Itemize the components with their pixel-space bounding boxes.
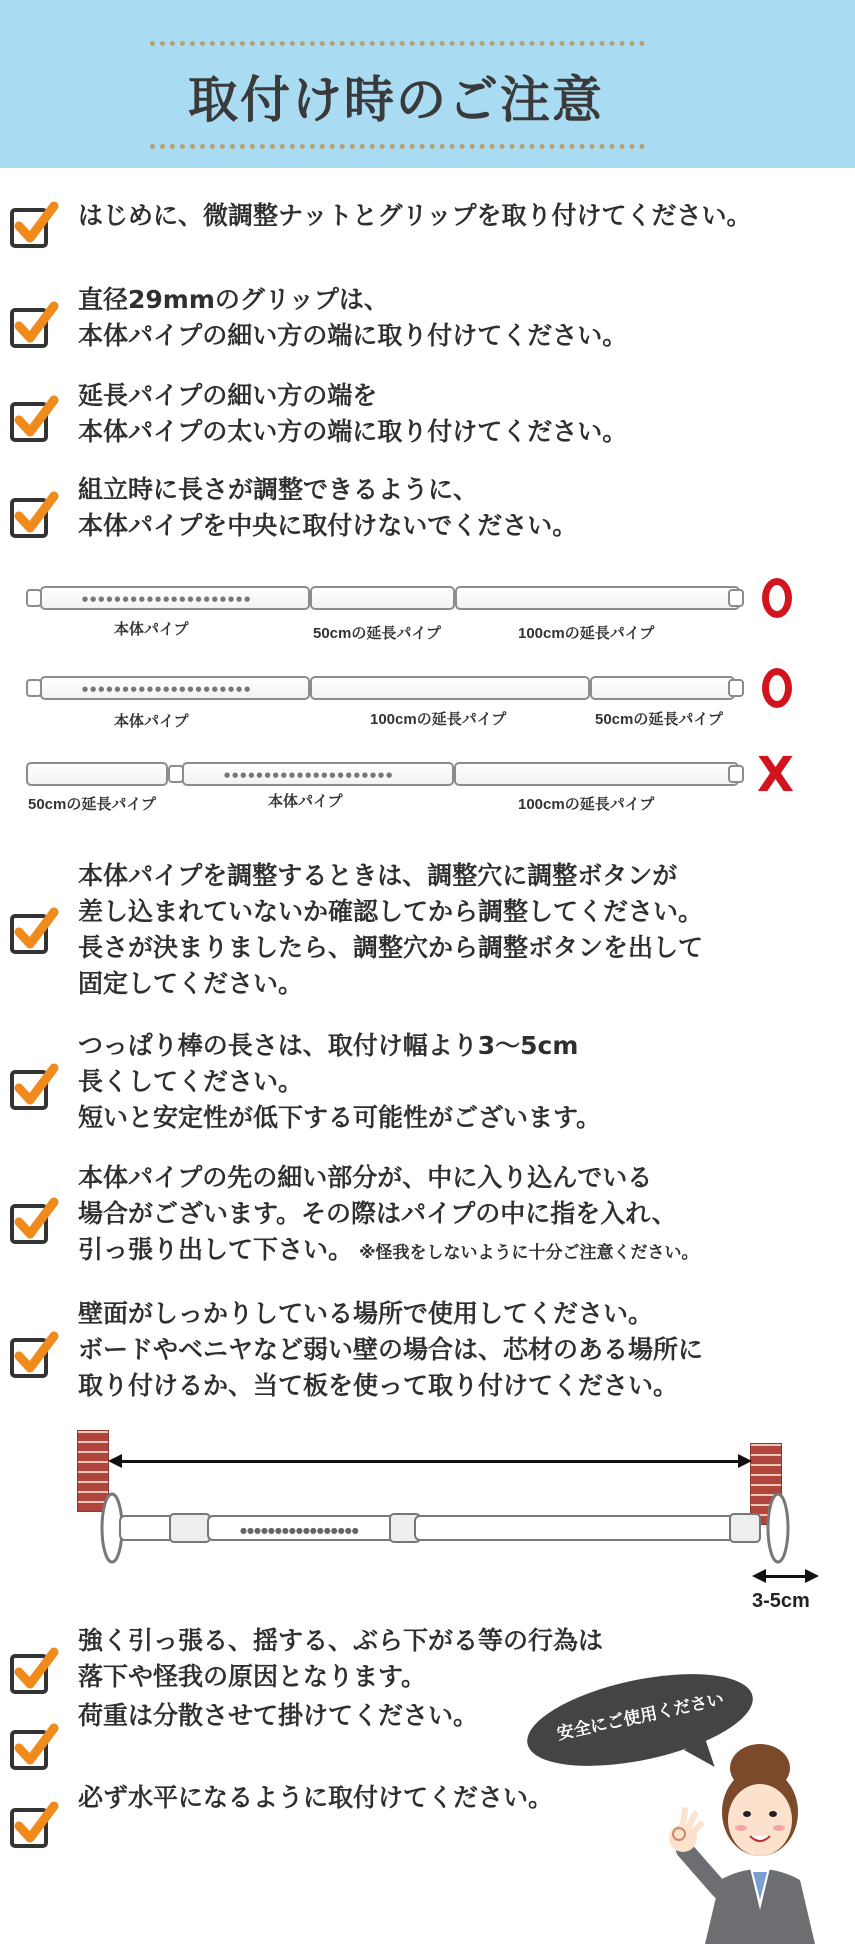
pipe-ext-100 bbox=[454, 762, 739, 786]
pipe-order-diagram bbox=[0, 565, 855, 825]
instruction-item bbox=[78, 282, 627, 354]
page-title: 取付け時のご注意 bbox=[188, 71, 604, 129]
checkbox-checked-icon bbox=[8, 200, 60, 252]
instruction-item bbox=[78, 1028, 601, 1136]
instruction-line: 強く引っ張る、揺する、ぶら下がる等の行為は bbox=[78, 1626, 604, 1655]
pipe-body: ●●●●●●●●●●●●●●●●●●●●● bbox=[182, 762, 454, 786]
pipe-cap bbox=[728, 679, 744, 697]
pipe-body: ●●●●●●●●●●●●●●●●●●●●● bbox=[40, 586, 310, 610]
arrow-left-icon bbox=[752, 1569, 766, 1583]
instruction-line: 組立時に長さが調整できるように、 bbox=[78, 475, 479, 504]
pipe-label: 本体パイプ bbox=[114, 713, 189, 730]
pipe-label: 50cmの延長パイプ bbox=[595, 711, 723, 728]
instruction-line bbox=[78, 1232, 699, 1271]
speech-bubble-text: 安全にご使用ください bbox=[555, 1689, 726, 1745]
instruction-line: 場合がございます。その際はパイプの中に指を入れ、 bbox=[78, 1199, 677, 1228]
checkbox-checked-icon bbox=[8, 1800, 60, 1852]
instruction-item bbox=[78, 858, 703, 1002]
instruction-line: 本体パイプを中央に取付けないでください。 bbox=[78, 511, 578, 540]
instruction-line: 長くしてください。 bbox=[78, 1067, 304, 1096]
instruction-item bbox=[78, 472, 577, 544]
instruction-line: 壁面がしっかりしている場所で使用してください。 bbox=[78, 1299, 654, 1328]
header-dots-bottom bbox=[150, 144, 645, 149]
instruction-line-text: 引っ張り出して下さい。 bbox=[78, 1235, 354, 1264]
instruction-line: ボードやベニヤなど弱い壁の場合は、芯材のある場所に bbox=[78, 1335, 704, 1364]
pipe-label: 本体パイプ bbox=[114, 621, 189, 638]
width-measure-line bbox=[120, 1460, 740, 1463]
pipe-label: 50cmの延長パイプ bbox=[28, 796, 156, 813]
instruction-item bbox=[78, 198, 752, 234]
pipe-label: 50cmの延長パイプ bbox=[313, 625, 441, 642]
checkbox-checked-icon bbox=[8, 906, 60, 958]
header-dots-top bbox=[150, 41, 645, 46]
instruction-item bbox=[78, 1780, 553, 1816]
pipe-row-3 bbox=[0, 747, 855, 845]
arrow-left-icon bbox=[108, 1454, 122, 1468]
instruction-line: 長さが決まりましたら、調整穴から調整ボタンを出して bbox=[78, 933, 704, 962]
gap-measure-line bbox=[760, 1575, 810, 1578]
instruction-line: はじめに、微調整ナットとグリップを取り付けてください。 bbox=[78, 201, 752, 230]
pipe-label: 100cmの延長パイプ bbox=[370, 711, 507, 728]
instruction-line: 差し込まれていないか確認してから調整してください。 bbox=[78, 897, 704, 926]
checkbox-checked-icon bbox=[8, 394, 60, 446]
ok-mark-icon bbox=[762, 578, 792, 618]
instruction-line: 取り付けるか、当て板を使って取り付けてください。 bbox=[78, 1371, 679, 1400]
pipe-row-1 bbox=[0, 575, 855, 665]
header-banner bbox=[0, 0, 855, 168]
pipe-row-2 bbox=[0, 668, 855, 758]
staff-woman-illustration bbox=[665, 1740, 825, 1944]
pipe-ext-50 bbox=[310, 586, 455, 610]
pipe-cap bbox=[728, 765, 744, 783]
instruction-line: 固定してください。 bbox=[78, 969, 304, 998]
pipe-label: 本体パイプ bbox=[268, 793, 343, 810]
ng-mark-icon: X bbox=[757, 747, 795, 803]
arrow-right-icon bbox=[738, 1454, 752, 1468]
instruction-line: 直径29mmのグリップは、 bbox=[78, 285, 389, 314]
gap-label: 3-5cm bbox=[752, 1590, 810, 1612]
instruction-line: 短いと安定性が低下する可能性がございます。 bbox=[78, 1103, 602, 1132]
checkbox-checked-icon bbox=[8, 1062, 60, 1114]
pipe-ext-50 bbox=[590, 676, 735, 700]
svg-text:●●●●●●●●●●●●●●●●●: ●●●●●●●●●●●●●●●●● bbox=[240, 1526, 359, 1535]
instruction-line: つっぱり棒の長さは、取付け幅より3～5cm bbox=[78, 1031, 579, 1060]
instruction-line: 必ず水平になるように取付けてください。 bbox=[78, 1783, 554, 1812]
instruction-item bbox=[78, 1623, 603, 1695]
instruction-line: 本体パイプの太い方の端に取り付けてください。 bbox=[78, 417, 628, 446]
checkbox-checked-icon bbox=[8, 1196, 60, 1248]
checkbox-checked-icon bbox=[8, 300, 60, 352]
pipe-body: ●●●●●●●●●●●●●●●●●●●●● bbox=[40, 676, 310, 700]
instruction-line: 本体パイプの細い方の端に取り付けてください。 bbox=[78, 321, 628, 350]
pipe-ext-100 bbox=[310, 676, 590, 700]
instruction-item bbox=[78, 378, 627, 450]
checkbox-checked-icon bbox=[8, 1722, 60, 1774]
instruction-line: 荷重は分散させて掛けてください。 bbox=[78, 1701, 479, 1730]
instruction-item bbox=[78, 1160, 699, 1271]
checkbox-checked-icon bbox=[8, 1646, 60, 1698]
pipe-cap bbox=[728, 589, 744, 607]
pipe-ext-50 bbox=[26, 762, 168, 786]
rod-installation-diagram bbox=[70, 1430, 830, 1610]
instruction-item bbox=[78, 1296, 703, 1404]
tension-rod-illustration bbox=[90, 1488, 810, 1568]
instruction-line: 落下や怪我の原因となります。 bbox=[78, 1662, 427, 1691]
instruction-line: 本体パイプの先の細い部分が、中に入り込んでいる bbox=[78, 1163, 653, 1192]
checkbox-checked-icon bbox=[8, 490, 60, 542]
instruction-line: 本体パイプを調整するときは、調整穴に調整ボタンが bbox=[78, 861, 678, 890]
instruction-line: 延長パイプの細い方の端を bbox=[78, 381, 378, 410]
caution-note: ※怪我をしないように十分ご注意ください。 bbox=[359, 1243, 699, 1263]
pipe-label: 100cmの延長パイプ bbox=[518, 625, 655, 642]
ok-mark-icon bbox=[762, 668, 792, 708]
checkbox-checked-icon bbox=[8, 1330, 60, 1382]
pipe-label: 100cmの延長パイプ bbox=[518, 796, 655, 813]
pipe-ext-100 bbox=[455, 586, 740, 610]
instruction-item bbox=[78, 1698, 478, 1734]
arrow-right-icon bbox=[805, 1569, 819, 1583]
